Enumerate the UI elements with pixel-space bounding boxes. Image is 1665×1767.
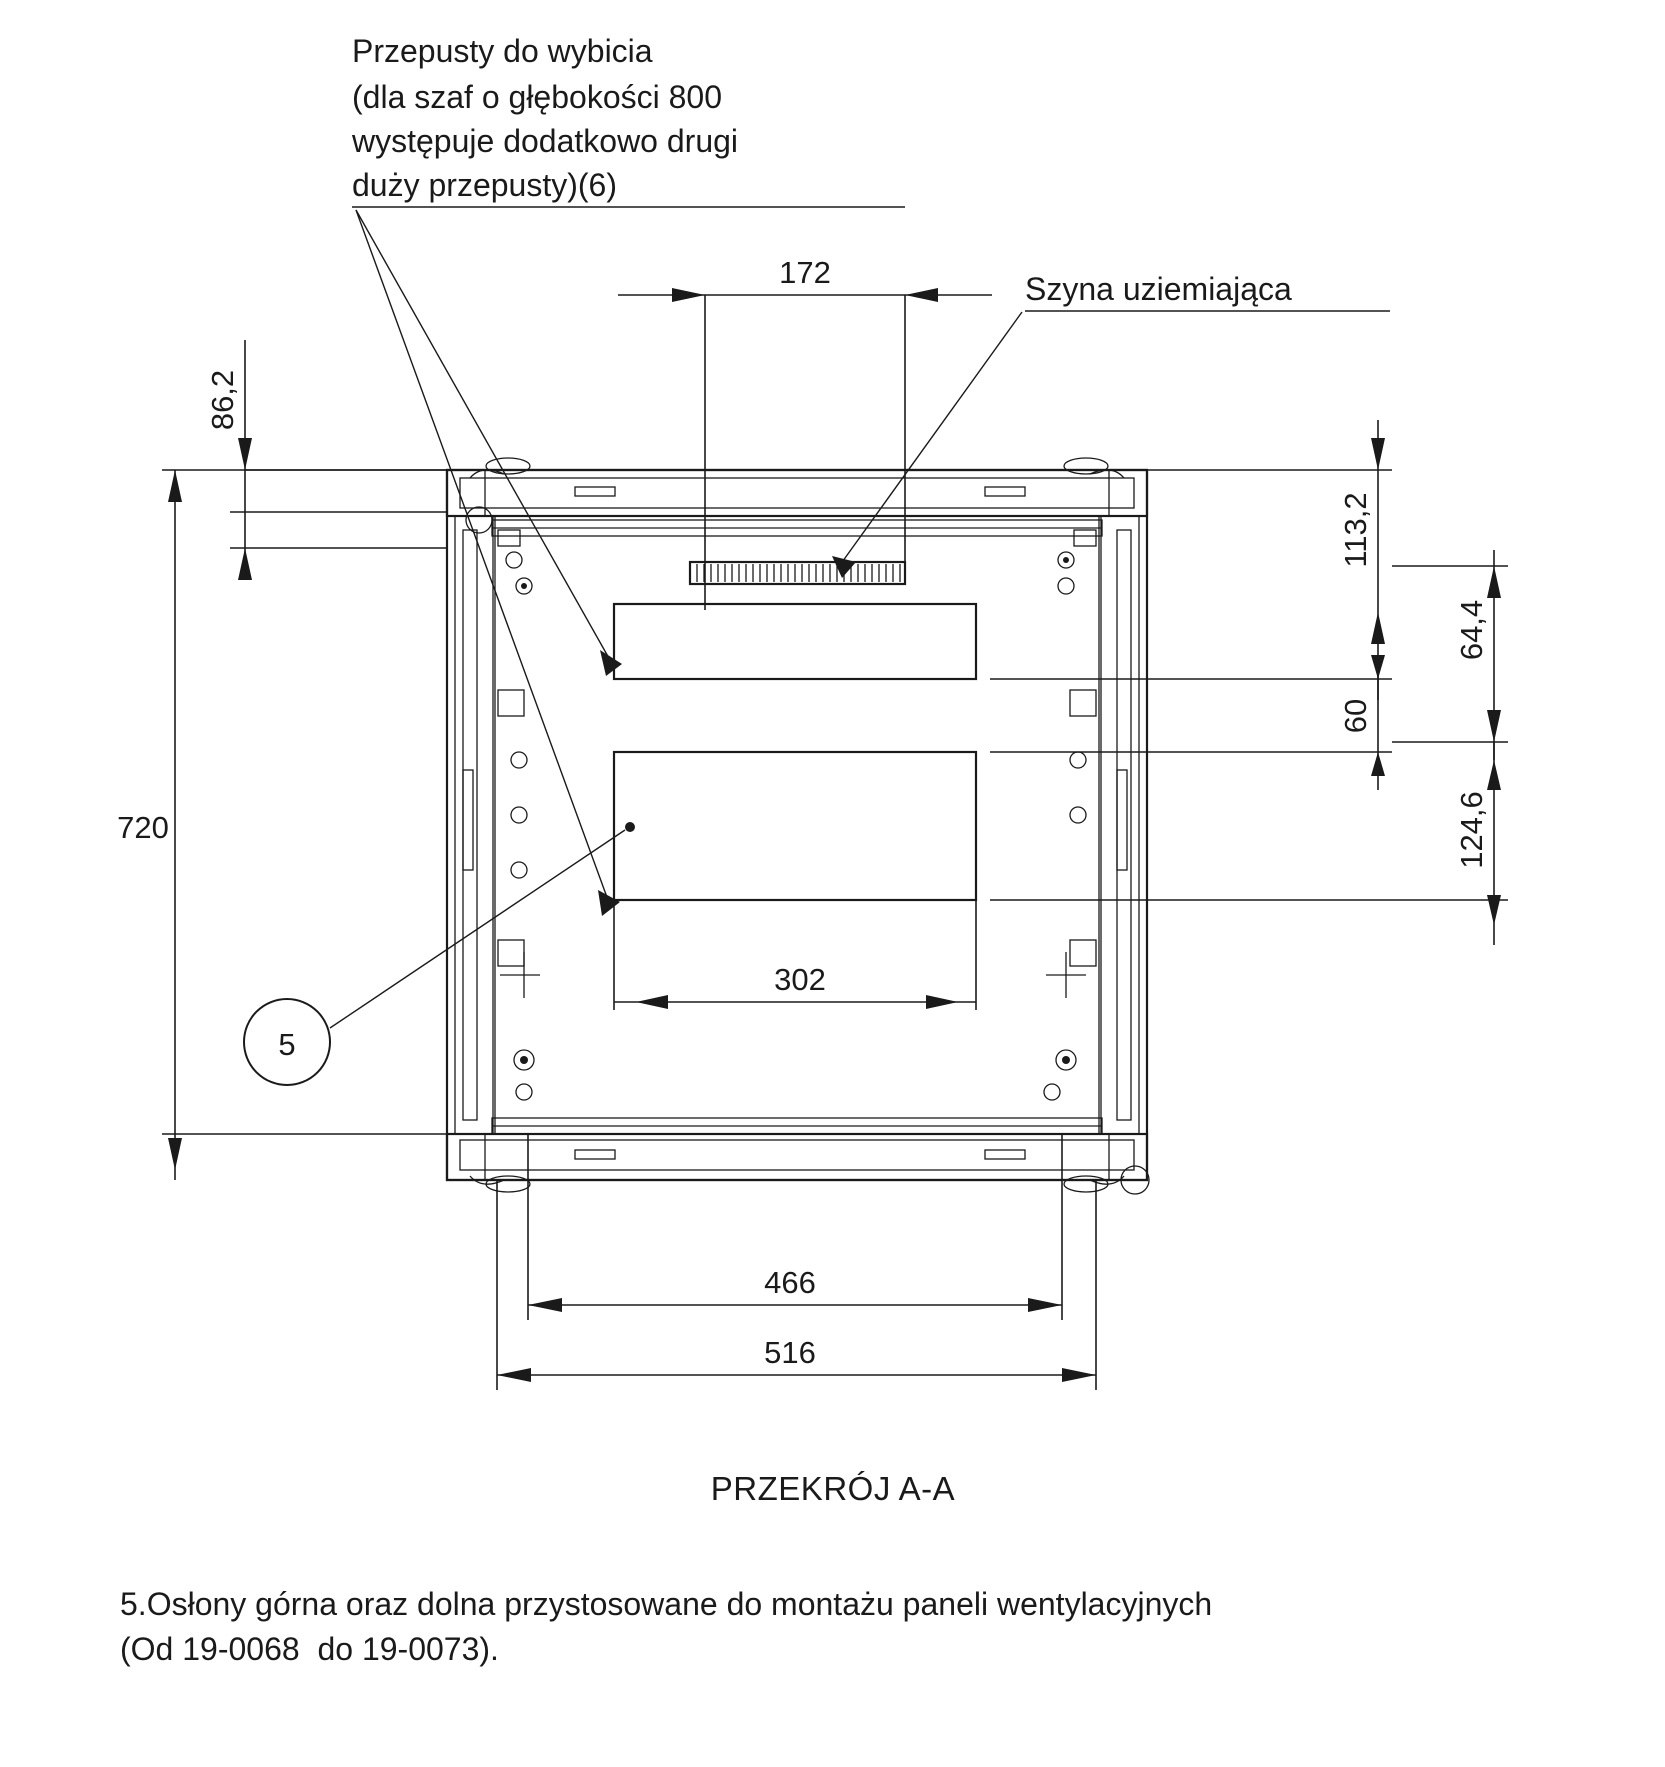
left-hole-5 (511, 862, 527, 878)
earth-bar-hatch (697, 564, 900, 582)
bottom-cover-slot-right (985, 1150, 1025, 1159)
bottom-cover-plate (447, 1134, 1147, 1180)
gland-note-line-2: (dla szaf o głębokości 800 (352, 79, 722, 115)
top-cover-plate (447, 470, 1147, 516)
dim-302-text: 302 (774, 962, 826, 997)
leader-gland-upper (356, 210, 610, 660)
top-bump-left (486, 458, 530, 474)
top-cover-assembly (447, 470, 1147, 536)
right-vertical-profile (1044, 516, 1139, 1134)
gland-note-leaders (356, 210, 622, 916)
balloon-leader-dot (625, 822, 635, 832)
dim-60-arrow-bottom (1371, 752, 1385, 776)
balloon-number: 5 (278, 1027, 296, 1062)
dim-302-arrow-right (926, 995, 958, 1009)
dim-516-arrow-left (497, 1368, 531, 1382)
dim-720-text: 720 (117, 810, 169, 845)
gland-note-line-4: duży przepusty)(6) (352, 167, 617, 203)
right-bracket-low (1070, 940, 1096, 966)
section-title: PRZEKRÓJ A-A (710, 1470, 956, 1507)
dim-466-text: 466 (764, 1265, 816, 1300)
dim-466-arrow-right (1028, 1298, 1062, 1312)
dim-60-arrow-top (1371, 655, 1385, 679)
top-left-corner-block (447, 470, 485, 516)
left-profile-outer (455, 516, 495, 1134)
earth-bar (690, 562, 905, 584)
left-hole-2-center (521, 583, 527, 589)
dim-113-arrow-top (1371, 438, 1385, 470)
leader-arrow-lower (598, 890, 620, 916)
dimension-113-2 (990, 420, 1392, 700)
gland-note-line-3: występuje dodatkowo drugi (352, 123, 739, 159)
cabinet-outline (447, 470, 1147, 1180)
dim-172-text: 172 (779, 255, 831, 290)
footnote-line-1: 5.Osłony górna oraz dolna przystosowane do montażu paneli wentylacyjnych (120, 1586, 1213, 1622)
bottom-cover-inner (460, 1140, 1134, 1170)
dim-86-arrow-bottom (238, 548, 252, 580)
left-vertical-profile (455, 507, 540, 1134)
earth-bar-leader (840, 312, 1022, 565)
dimension-720 (117, 470, 447, 1180)
cabinet-section-view (447, 458, 1149, 1194)
gland-note-line-1: Przepusty do wybicia (352, 33, 653, 69)
top-right-corner-block (1109, 470, 1147, 516)
dimension-86-2 (205, 340, 447, 580)
left-hole-7 (516, 1084, 532, 1100)
right-bracket-top (1074, 530, 1096, 546)
dim-60-text: 60 (1338, 698, 1373, 734)
dimension-60 (990, 655, 1392, 790)
gland-opening-lower (614, 752, 976, 900)
left-profile-inner (463, 530, 477, 1120)
dim-113-arrow-bottom (1371, 612, 1385, 644)
left-hole-1 (506, 552, 522, 568)
left-hole-4 (511, 807, 527, 823)
right-hole-6 (1044, 1084, 1060, 1100)
right-profile-inner (1117, 530, 1131, 1120)
earth-bar-label: Szyna uziemiająca (1025, 271, 1292, 307)
dim-720-arrow-bottom (168, 1138, 182, 1170)
right-hole-4 (1070, 807, 1086, 823)
leader-gland-lower (356, 210, 608, 900)
top-bump-right (1064, 458, 1108, 474)
gland-note-text (351, 33, 905, 207)
top-cover-slot-right (985, 487, 1025, 496)
left-bracket-top (498, 530, 520, 546)
dim-516-arrow-right (1062, 1368, 1096, 1382)
earth-bar-callout (832, 271, 1390, 578)
top-cover-inner (460, 478, 1134, 508)
left-hole-3 (511, 752, 527, 768)
left-bracket-mid (498, 690, 524, 716)
dimension-64-4 (1392, 550, 1508, 760)
dim-172-arrow-left (672, 288, 705, 302)
right-slot (1117, 770, 1127, 870)
bottom-left-corner-block (447, 1134, 485, 1180)
dim-466-arrow-left (528, 1298, 562, 1312)
dim-64-arrow-bottom (1487, 710, 1501, 742)
earth-bar-body (690, 562, 905, 584)
dim-172-arrow-right (905, 288, 938, 302)
dim-64-arrow-top (1487, 566, 1501, 598)
leader-arrow-upper (600, 650, 622, 676)
dim-124-arrow-top (1487, 760, 1501, 790)
dim-113-text: 113,2 (1338, 492, 1373, 568)
gland-opening-upper (614, 604, 976, 679)
right-hole-3 (1070, 752, 1086, 768)
bottom-cover-assembly (447, 1118, 1149, 1194)
dim-86-arrow-top (238, 438, 252, 470)
right-hole-1-center (1063, 557, 1069, 563)
footnote-line-2: (Od 19-0068 do 19-0073). (120, 1631, 499, 1667)
bottom-cover-slot-left (575, 1150, 615, 1159)
balloon-5 (244, 822, 635, 1085)
bottom-right-corner-block (1109, 1134, 1147, 1180)
dim-64-text: 64,4 (1454, 599, 1489, 661)
dim-516-text: 516 (764, 1335, 816, 1370)
right-hole-2 (1058, 578, 1074, 594)
dim-720-arrow-top (168, 470, 182, 502)
dim-302-arrow-left (636, 995, 668, 1009)
dim-86-text: 86,2 (205, 369, 240, 431)
dim-124-text: 124,6 (1454, 791, 1489, 869)
footnote (120, 1586, 1212, 1667)
left-hole-6-center (520, 1056, 528, 1064)
right-hole-5-center (1062, 1056, 1070, 1064)
right-profile-outer (1099, 516, 1139, 1134)
dimension-124-6 (990, 742, 1508, 945)
dimension-466 (528, 1134, 1062, 1320)
left-bracket-low (498, 940, 524, 966)
top-cover-slot-left (575, 487, 615, 496)
dimension-302 (614, 900, 976, 1010)
right-bracket-mid (1070, 690, 1096, 716)
left-slot (463, 770, 473, 870)
